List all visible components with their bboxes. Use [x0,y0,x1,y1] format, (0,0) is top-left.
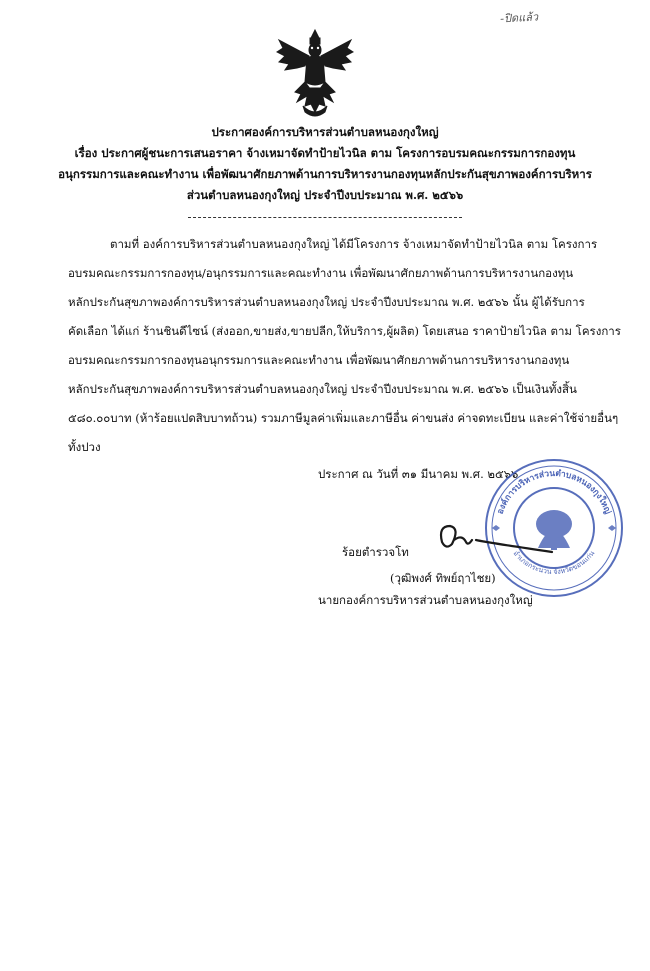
seal-ring-text-top: องค์การบริหารส่วนตำบลหนองกุงใหญ่ [495,468,613,516]
org-title: ประกาศองค์การบริหารส่วนตำบลหนองกุงใหญ่ [211,125,439,139]
subject-line-2: อนุกรรมการและคณะทำงาน เพื่อพัฒนาศักยภาพด้านการบริหารงานกองทุนหลักประกันสุขภาพองค์การบริหาร [58,167,592,181]
seal-ring-text-bottom: อำเภอกระนวน จังหวัดขอนแก่น [511,549,597,577]
garuda-emblem-icon [275,26,355,122]
signatory-name: (วุฒิพงศ์ ทิพย์ฤาไชย) [390,571,496,585]
body-line-6: หลักประกันสุขภาพองค์การบริหารส่วนตำบลหนองกุงใหญ่ ประจำปีงบประมาณ พ.ศ. ๒๕๖๖ เป็นเงินทั้งสิ้น [68,382,577,396]
subject-line-3: ส่วนตำบลหนองกุงใหญ่ ประจำปีงบประมาณ พ.ศ. ๒๕๖๖ [186,188,464,202]
handwritten-corner-note: -ปิดแล้ว [499,10,539,26]
subject-line-1: เรื่อง ประกาศผู้ชนะการเสนอราคา จ้างเหมาจัดทำป้ายไวนิล ตาม โครงการอบรมคณะกรรมการกองทุน [74,146,576,160]
signatory-position: นายกองค์การบริหารส่วนตำบลหนองกุงใหญ่ [318,593,533,607]
body-line-5: อบรมคณะกรรมการกองทุนอนุกรรมการและคณะทำงาน เพื่อพัฒนาศักยภาพด้านการบริหารงานกองทุน [68,353,570,367]
body-line-7: ๕๘๐.๐๐บาท (ห้าร้อยแปดสิบบาทถ้วน) รวมภาษีมูลค่าเพิ่มและภาษีอื่น ค่าขนส่ง ค่าจดทะเบียน และค่าใช้จ่ายอื่นๆ [68,411,619,425]
signatory-rank: ร้อยตำรวจโท [342,545,409,559]
body-line-4: คัดเลือก ได้แก่ ร้านชินดีไซน์ (ส่งออก,ขายส่ง,ขายปลีก,ให้บริการ,ผู้ผลิต) โดยเสนอ ราคาป้ายไวนิล ตาม โครงการ [68,324,621,338]
announce-date: ประกาศ ณ วันที่ ๓๑ มีนาคม พ.ศ. ๒๕๖๖ [318,467,519,481]
body-line-8: ทั้งปวง [68,440,101,454]
divider-dashed [188,217,462,218]
body-line-1: ตามที่ องค์การบริหารส่วนตำบลหนองกุงใหญ่ ได้มีโครงการ จ้างเหมาจัดทำป้ายไวนิล ตาม โครงการ [110,237,598,251]
body-line-2: อบรมคณะกรรมการกองทุน/อนุกรรมการและคณะทำงาน เพื่อพัฒนาศักยภาพด้านการบริหารงานกองทุน [68,266,574,280]
body-line-3: หลักประกันสุขภาพองค์การบริหารส่วนตำบลหนองกุงใหญ่ ประจำปีงบประมาณ พ.ศ. ๒๕๖๖ นั้น ผู้ได้รับการ [68,295,585,309]
